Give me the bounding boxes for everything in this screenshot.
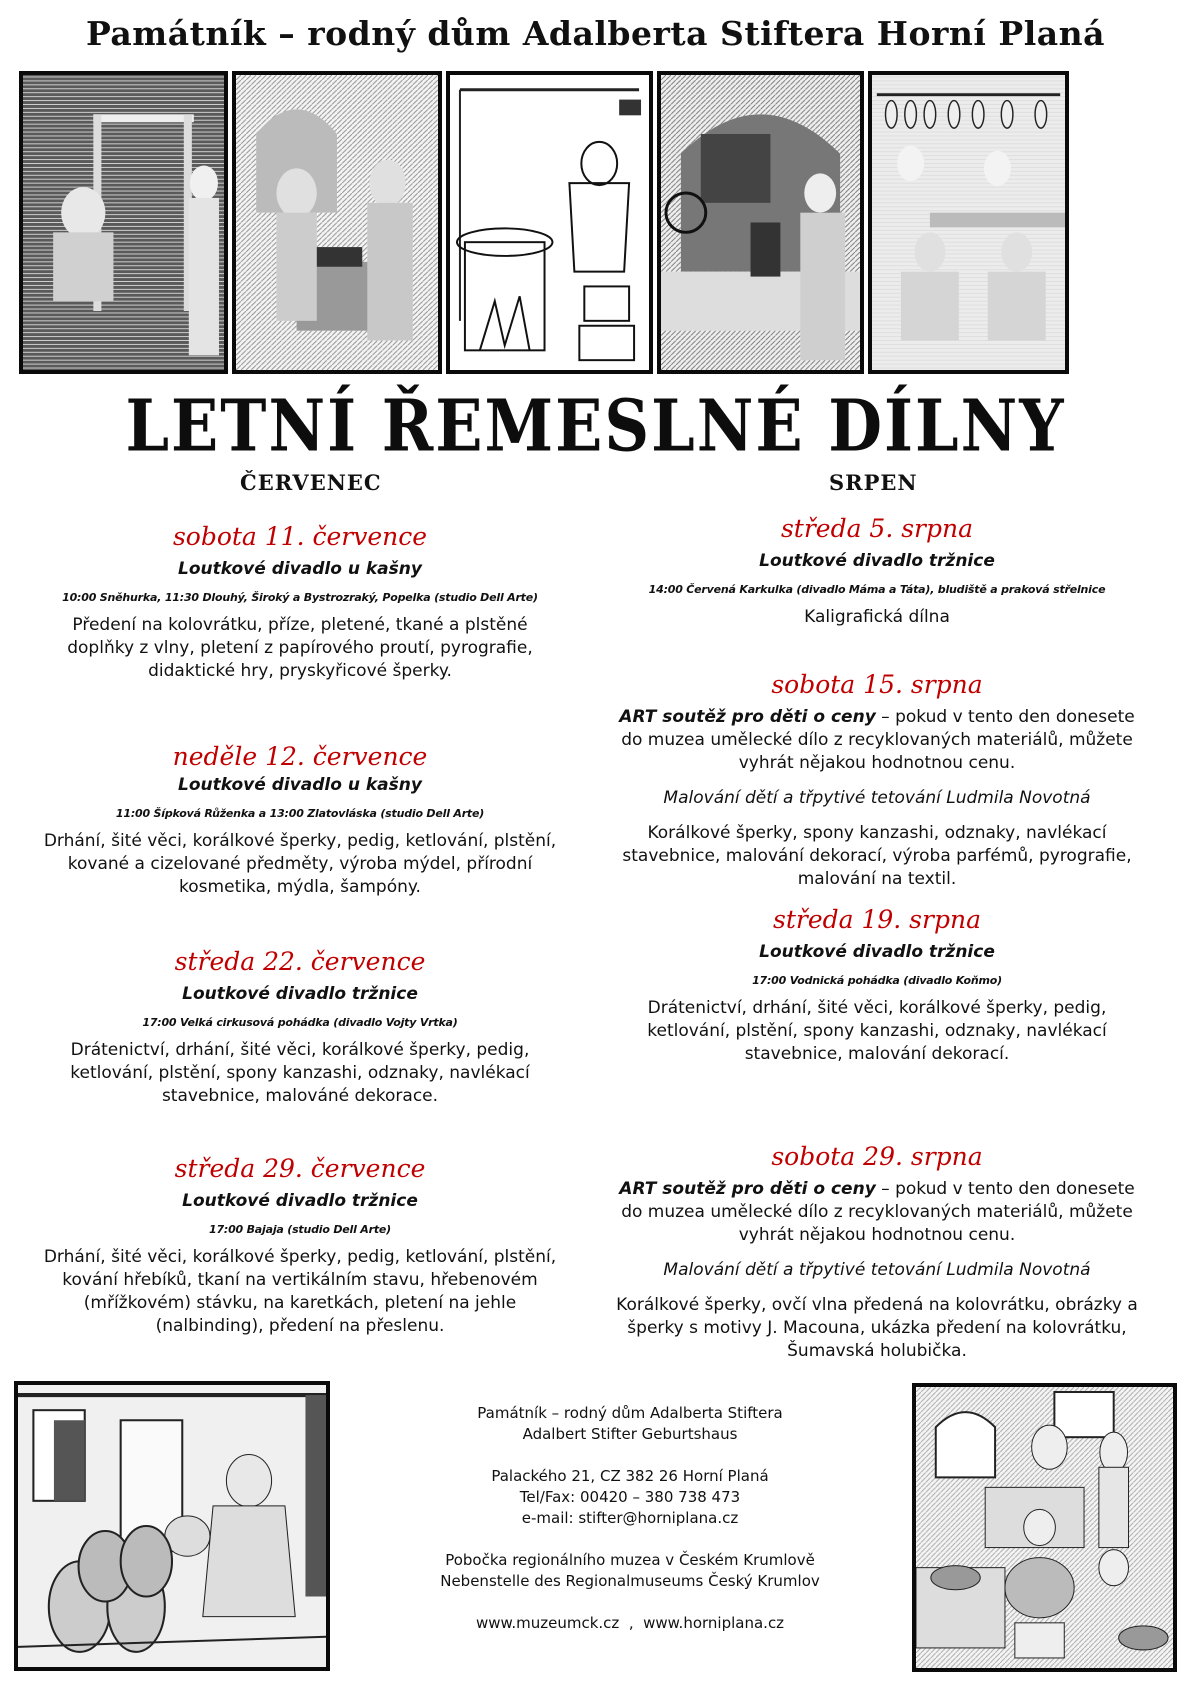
mint-woodcut-image	[912, 1383, 1177, 1672]
event-date: středa 22. července	[174, 947, 426, 976]
event-program: 17:00 Vodnická pohádka (divadlo Koňmo)	[752, 974, 1002, 987]
museum-name-de: Adalbert Stifter Geburtshaus	[522, 1425, 738, 1443]
event-program: 14:00 Červená Karkulka (divadlo Máma a Táta), bludiště a praková střelnice	[648, 583, 1106, 596]
event-description: Drátenictví, drhání, šité věci, korálkové šperky, pedig, ketlování, plstění, spony kanzashi, odznaky, navlékací stavebnice, malováné dekorace.	[70, 1040, 530, 1106]
event-program: 17:00 Velká cirkusová pohádka (divadlo Vojty Vrtka)	[142, 1016, 458, 1029]
event-august-5	[608, 514, 1146, 629]
art-contest-title: ART soutěž pro děti o ceny	[619, 707, 876, 727]
potter-woodcut-image	[14, 1381, 330, 1671]
art-contest-details: – pokud v tento den donesete do muzea umělecké dílo z recyklovaných materiálů, můžete vyhrát nějakou hodnotnou cenu.	[621, 707, 1135, 773]
event-july-22	[37, 947, 563, 1108]
month-heading-august: SRPEN	[829, 470, 918, 495]
event-program: 17:00 Bajaja (studio Dell Arte)	[208, 1223, 391, 1236]
poster-title: Památník – rodný dům Adalberta Stiftera Horní Planá	[86, 14, 1105, 53]
branch-cz: Pobočka regionálního muzea v Českém Krumlově	[445, 1551, 815, 1569]
blacksmith-woodcut-image	[232, 71, 442, 374]
event-description: Drátenictví, drhání, šité věci, korálkové šperky, pedig, ketlování, plstění, spony kanzashi, odznaky, navlékací stavebnice, malování dekorací.	[647, 998, 1107, 1064]
brewer-woodcut-image	[446, 71, 653, 374]
website-links[interactable]: www.muzeumck.cz , www.horniplana.cz	[475, 1614, 785, 1632]
event-date: neděle 12. července	[172, 742, 428, 771]
event-venue: Loutkové divadlo u kašny	[178, 559, 422, 579]
event-program: 11:00 Šípková Růženka a 13:00 Zlatovláska (studio Dell Arte)	[115, 807, 485, 820]
event-date: středa 19. srpna	[773, 905, 981, 934]
woodcut-gallery	[19, 71, 1169, 378]
event-description: Drhání, šité věci, korálkové šperky, pedig, ketlování, plstění, kované a cizelované předměty, výroba mýdel, přírodní kosmetika, mýdla, šampóny.	[43, 831, 557, 897]
event-july-29	[37, 1154, 563, 1338]
event-description: Korálkové šperky, ovčí vlna předená na kolovrátku, obrázky a šperky s motivy J. Macouna, ukázka předení na kolovrátku, Šumavská holubička.	[616, 1295, 1138, 1361]
month-heading-july: ČERVENEC	[240, 470, 382, 495]
event-program: 10:00 Sněhurka, 11:30 Dlouhý, Široký a Bystrozraký, Popelka (studio Dell Arte)	[62, 591, 538, 604]
event-august-19	[608, 905, 1146, 1066]
event-date: sobota 29. srpna	[771, 1142, 983, 1171]
museum-email[interactable]: e-mail: stifter@horniplana.cz	[521, 1509, 739, 1527]
event-july-12	[37, 742, 563, 899]
face-painting-note: Malování dětí a třpytivé tetování Ludmila Novotná	[663, 788, 1091, 808]
event-description: Drhání, šité věci, korálkové šperky, pedig, ketlování, plstění, kování hřebíků, tkaní na vertikálním stavu, hřebenovém (mřížkovém) stávku, na karetkách, pletení na jehle (nalbinding), předení na přeslenu.	[43, 1247, 557, 1336]
event-description: Předení na kolovrátku, příze, pletené, tkané a plstěné doplňky z vlny, pletení z papírového proutí, pyrografie, didaktické hry, pryskyřicové šperky.	[67, 615, 533, 681]
museum-name-cz: Památník – rodný dům Adalberta Stiftera	[477, 1404, 783, 1422]
event-venue: Loutkové divadlo u kašny	[178, 775, 422, 795]
art-contest-text	[608, 1178, 1146, 1247]
event-august-15	[608, 670, 1146, 891]
contact-footer	[390, 1403, 870, 1634]
weaver-woodcut-image	[19, 71, 228, 374]
event-august-29	[608, 1142, 1146, 1363]
event-venue: Loutkové divadlo tržnice	[759, 942, 995, 962]
event-venue: Loutkové divadlo tržnice	[182, 1191, 418, 1211]
face-painting-note: Malování dětí a třpytivé tetování Ludmila Novotná	[663, 1260, 1091, 1280]
branch-de: Nebenstelle des Regionalmuseums Český Krumlov	[440, 1572, 820, 1590]
clockmaker-woodcut-image	[657, 71, 864, 374]
art-contest-text	[608, 706, 1146, 775]
event-venue: Loutkové divadlo tržnice	[759, 551, 995, 571]
event-venue: Loutkové divadlo tržnice	[182, 984, 418, 1004]
event-date: sobota 15. srpna	[771, 670, 983, 699]
art-contest-details: – pokud v tento den donesete do muzea umělecké dílo z recyklovaných materiálů, můžete vyhrát nějakou hodnotnou cenu.	[621, 1179, 1135, 1245]
event-date: středa 5. srpna	[780, 514, 974, 543]
event-date: středa 29. července	[174, 1154, 426, 1183]
workshops-main-title: LETNÍ ŘEMESLNÉ DÍLNY	[125, 384, 1066, 468]
art-contest-title: ART soutěž pro děti o ceny	[619, 1179, 876, 1199]
event-july-11	[37, 522, 563, 683]
museum-phone: Tel/Fax: 00420 – 380 738 473	[519, 1488, 741, 1506]
event-description: Kaligrafická dílna	[804, 607, 950, 627]
shoemaker-woodcut-image	[868, 71, 1069, 374]
museum-address: Palackého 21, CZ 382 26 Horní Planá	[491, 1467, 769, 1485]
event-date: sobota 11. července	[172, 522, 428, 551]
event-description: Korálkové šperky, spony kanzashi, odznaky, navlékací stavebnice, malování dekorací, výroba parfémů, pyrografie, malování na textil.	[622, 823, 1132, 889]
